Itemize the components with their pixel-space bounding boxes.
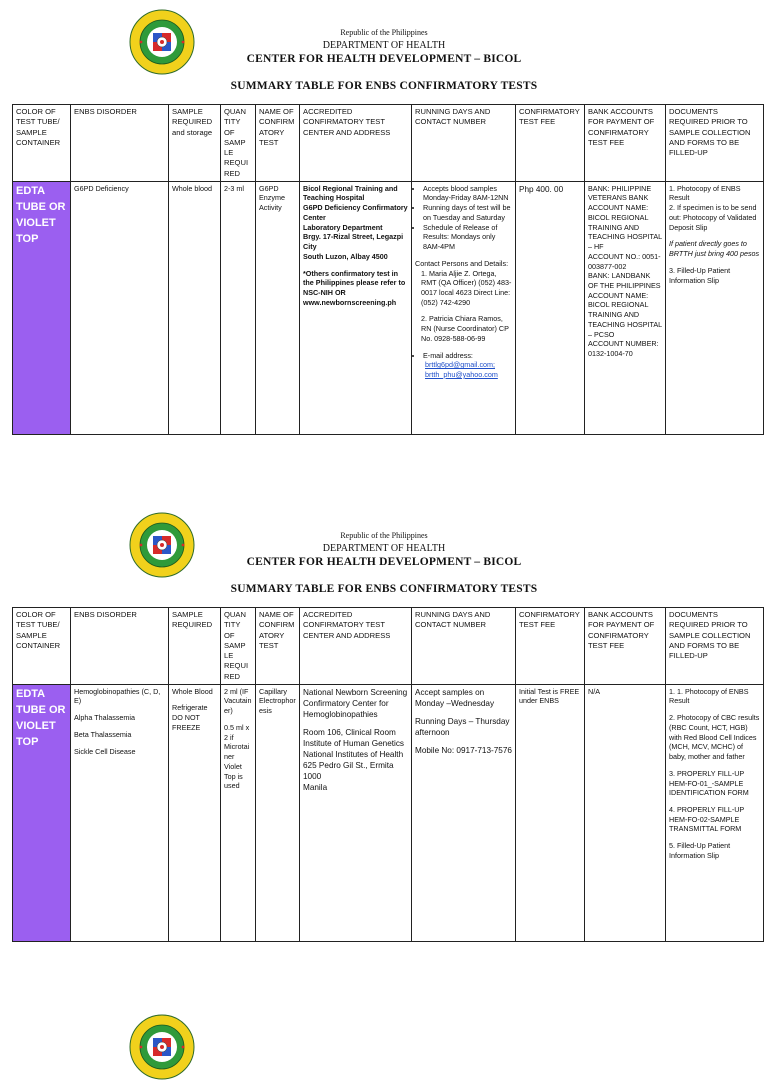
disorder-cell: G6PD Deficiency [71, 181, 169, 434]
table-header-row [13, 105, 764, 182]
col-header: CONFIRMATORY TEST FEE [516, 608, 585, 685]
table-header-row [13, 608, 764, 685]
table-row [13, 684, 764, 941]
col-header: QUAN TITY OF SAMP LE REQUI RED [221, 608, 256, 685]
col-header: ENBS DISORDER [71, 608, 169, 685]
col-header: SAMPLE REQUIRED [169, 608, 221, 685]
email-link-2[interactable]: brtth_phu@yahoo.com [425, 369, 498, 379]
documents-cell: 1. Photocopy of ENBS Result 2. If specimen is to be send out: Photocopy of Validated Deposit Slip If patient directly goes to BRTTH just bring 400 pesos 3. Filled-Up Patient Information Slip [666, 181, 764, 434]
col-header: RUNNING DAYS AND CONTACT NUMBER [412, 608, 516, 685]
bank-accounts-cell: BANK: PHILIPPINE VETERANS BANK ACCOUNT NAME: BICOL REGIONAL TRAINING AND TEACHING HOSPITAL – HF ACCOUNT NO.: 0051-003877-002 BANK: LANDBANK OF THE PHILIPPINES ACCOUNT NAME: BICOL REGIONAL TRAINING AND TEACHING HOSPITAL – PCSO ACCOUNT NUMBER: 0132-1004-70 [585, 181, 666, 434]
col-header: BANK ACCOUNTS FOR PAYMENT OF CONFIRMATORY TEST FEE [585, 608, 666, 685]
center-line: CENTER FOR HEALTH DEVELOPMENT – BICOL [246, 53, 522, 65]
document-title: SUMMARY TABLE FOR ENBS CONFIRMATORY TESTS [230, 583, 538, 595]
center-address-cell: National Newborn Screening Confirmatory Center for Hemoglobinopathies Room 106, Clinical Room Institute of Human Genetics National Institutes of Health 625 Pedro Gil St., Ermita 1000 Manila [300, 684, 412, 941]
center-address-cell: Bicol Regional Training and Teaching Hospital G6PD Deficiency Confirmatory Center Laboratory Department Brgy. 17-Rizal Street, Legazpi City South Luzon, Albay 4500 *Others confirmatory test in the Philippines please refer to NSC-NIH OR www.newbornscreening.ph [300, 181, 412, 434]
col-header: ENBS DISORDER [71, 105, 169, 182]
documents-cell: 1. 1. Photocopy of ENBS Result 2. Photocopy of CBC results (RBC Count, HCT, HGB) with Red Blood Cell Indices (MCH, MCV, MCHC) of baby, mother and father 3. PROPERLY FILL-UP HEM-FO-01_-SAMPLE IDENTIFICATION FORM 4. PROPERLY FILL-UP HEM-FO-02-SAMPLE TRANSMITTAL FORM 5. Filled-Up Patient Information Slip [666, 684, 764, 941]
running-days-cell: Accept samples on Monday –Wednesday Running Days – Thursday afternoon Mobile No: 0917-713-7576 [412, 684, 516, 941]
table-row [13, 181, 764, 434]
col-header: NAME OF CONFIRM ATORY TEST [256, 105, 300, 182]
tube-color-cell: EDTA TUBE OR VIOLET TOP [13, 181, 71, 434]
department-line: DEPARTMENT OF HEALTH [322, 40, 446, 51]
col-header: BANK ACCOUNTS FOR PAYMENT OF CONFIRMATORY TEST FEE [585, 105, 666, 182]
running-days-cell: • Accepts blood samples Monday-Friday 8AM-12NN • Running days of test will be on Tuesday and Saturday • Schedule of Release of Results: Mondays only 8AM-4PM Contact Persons and Details: 1. Maria Aljie Z. Ortega, RMT (QA Officer) (052) 483-0017 local 4623 Direct Line: (052) 742-4290 2. Patricia Chiara Ramos, RN (Nurse Coordinator) CP No. 0928-588-06-99 • E-mail address: brttlg6pd@gmail.com; brtth_phu@yahoo.com [412, 181, 516, 434]
document-title: SUMMARY TABLE FOR ENBS CONFIRMATORY TESTS [230, 80, 538, 92]
fee-cell: Php 400. 00 [516, 181, 585, 434]
sample-cell: Whole blood [169, 181, 221, 434]
disorder-cell: Hemoglobinopathies (C, D, E) Alpha Thalassemia Beta Thalassemia Sickle Cell Disease [71, 684, 169, 941]
col-header: DOCUMENTS REQUIRED PRIOR TO SAMPLE COLLECTION AND FORMS TO BE FILLED-UP [666, 105, 764, 182]
fee-cell: Initial Test is FREE under ENBS [516, 684, 585, 941]
center-note: *Others confirmatory test in the Philippines please refer to NSC-NIH OR www.newbornscreening.ph [303, 268, 406, 307]
email-link-1[interactable]: brttlg6pd@gmail.com; [425, 360, 496, 370]
col-header: COLOR OF TEST TUBE/ SAMPLE CONTAINER [13, 608, 71, 685]
col-header: QUAN TITY OF SAMP LE REQUI RED [221, 105, 256, 182]
republic-line: Republic of the Philippines [340, 28, 428, 37]
department-line: DEPARTMENT OF HEALTH [322, 543, 446, 554]
sample-cell: Whole Blood Refrigerate DO NOT FREEZE [169, 684, 221, 941]
bank-accounts-cell: N/A [585, 684, 666, 941]
col-header: NAME OF CONFIRM ATORY TEST [256, 608, 300, 685]
quantity-cell: 2 ml (IF Vacutainer) 0.5 ml x 2 if Microtainer Violet Top is used [221, 684, 256, 941]
col-header: SAMPLE REQUIRED and storage [169, 105, 221, 182]
col-header: ACCREDITED CONFIRMATORY TEST CENTER AND ADDRESS [300, 608, 412, 685]
summary-table-hemoglobinopathies [12, 607, 764, 942]
tube-color-cell: EDTA TUBE OR VIOLET TOP [13, 684, 71, 941]
republic-line: Republic of the Philippines [340, 531, 428, 540]
col-header: DOCUMENTS REQUIRED PRIOR TO SAMPLE COLLECTION AND FORMS TO BE FILLED-UP [666, 608, 764, 685]
col-header: COLOR OF TEST TUBE/ SAMPLE CONTAINER [13, 105, 71, 182]
col-header: RUNNING DAYS AND CONTACT NUMBER [412, 105, 516, 182]
test-name-cell: G6PD Enzyme Activity [256, 181, 300, 434]
center-line: CENTER FOR HEALTH DEVELOPMENT – BICOL [246, 556, 522, 568]
col-header: ACCREDITED CONFIRMATORY TEST CENTER AND ADDRESS [300, 105, 412, 182]
summary-table-g6pd [12, 104, 764, 435]
test-name-cell: Capillary Electrophoresis [256, 684, 300, 941]
quantity-cell: 2-3 ml [221, 181, 256, 434]
col-header: CONFIRMATORY TEST FEE [516, 105, 585, 182]
